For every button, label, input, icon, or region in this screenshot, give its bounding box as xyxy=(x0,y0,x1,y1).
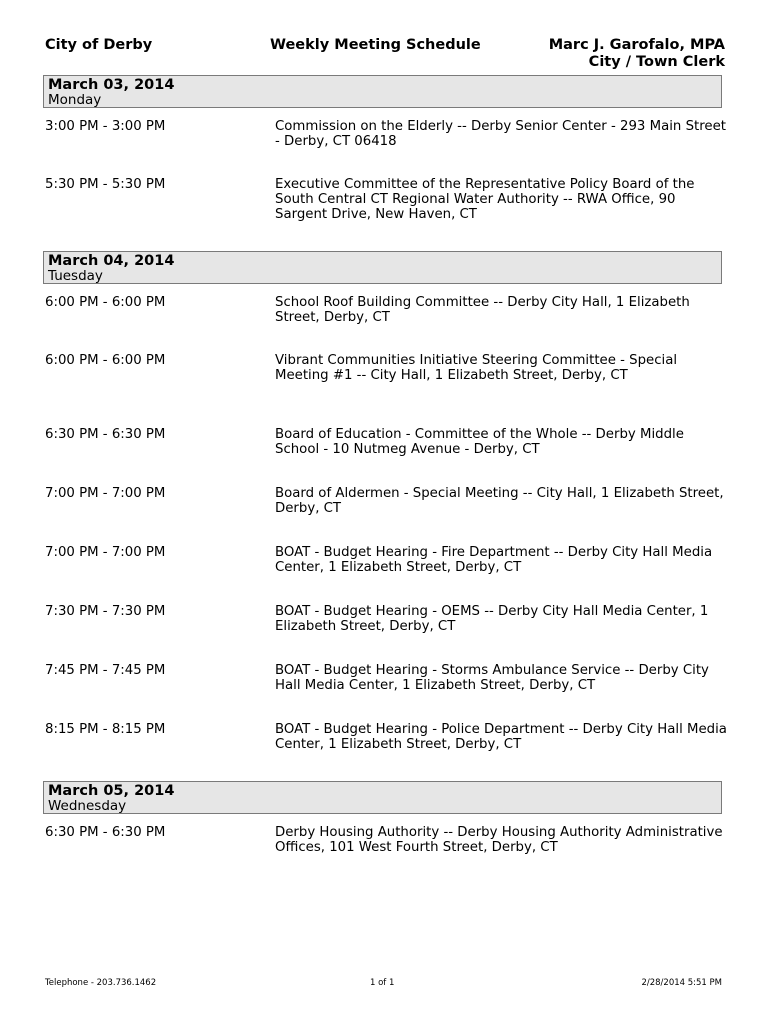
footer-print-timestamp: 2/28/2014 5:51 PM xyxy=(641,978,722,988)
day-weekday: Wednesday xyxy=(48,798,127,814)
meeting-time: 7:00 PM - 7:00 PM xyxy=(45,545,166,560)
page-header xyxy=(45,37,725,73)
meeting-description: BOAT - Budget Hearing - OEMS -- Derby City Hall Media Center, 1 Elizabeth Street, Derby, CT xyxy=(275,604,709,634)
day-weekday: Monday xyxy=(48,92,102,108)
meeting-description: Board of Education - Committee of the Whole -- Derby Middle School - 10 Nutmeg Avenue - Derby, CT xyxy=(275,427,684,457)
day-header-monday xyxy=(43,75,722,108)
clerk-block xyxy=(549,37,725,71)
document-title: Weekly Meeting Schedule xyxy=(270,37,481,53)
meeting-description: BOAT - Budget Hearing - Fire Department -- Derby City Hall Media Center, 1 Elizabeth Street, Derby, CT xyxy=(275,545,713,575)
meeting-time: 7:30 PM - 7:30 PM xyxy=(45,604,166,619)
day-date: March 04, 2014 xyxy=(48,253,175,269)
clerk-title: City / Town Clerk xyxy=(588,54,725,70)
meeting-description: Vibrant Communities Initiative Steering Committee - Special Meeting #1 -- City Hall, 1 Elizabeth Street, Derby, CT xyxy=(275,353,678,383)
day-header-wednesday xyxy=(43,781,722,814)
footer-page-number: 1 of 1 xyxy=(370,978,395,988)
meeting-time: 6:30 PM - 6:30 PM xyxy=(45,825,166,840)
clerk-name: Marc J. Garofalo, MPA xyxy=(548,37,725,53)
meeting-time: 6:00 PM - 6:00 PM xyxy=(45,295,166,310)
meeting-time: 6:30 PM - 6:30 PM xyxy=(45,427,166,442)
meeting-description: BOAT - Budget Hearing - Storms Ambulance Service -- Derby City Hall Media Center, 1 Elizabeth Street, Derby, CT xyxy=(275,663,709,693)
day-date: March 05, 2014 xyxy=(48,783,175,799)
meeting-description: School Roof Building Committee -- Derby City Hall, 1 Elizabeth Street, Derby, CT xyxy=(275,295,690,325)
meeting-time: 5:30 PM - 5:30 PM xyxy=(45,177,166,192)
meeting-time: 3:00 PM - 3:00 PM xyxy=(45,119,166,134)
footer-telephone: Telephone - 203.736.1462 xyxy=(45,978,157,988)
meeting-description: BOAT - Budget Hearing - Police Department -- Derby City Hall Media Center, 1 Elizabeth Street, Derby, CT xyxy=(275,722,727,752)
day-date: March 03, 2014 xyxy=(48,77,175,93)
meeting-description: Derby Housing Authority -- Derby Housing Authority Administrative Offices, 101 West Fourth Street, Derby, CT xyxy=(275,825,723,855)
meeting-description: Commission on the Elderly -- Derby Senior Center - 293 Main Street - Derby, CT 06418 xyxy=(275,119,726,149)
meeting-time: 8:15 PM - 8:15 PM xyxy=(45,722,166,737)
day-weekday: Tuesday xyxy=(48,268,103,284)
meeting-description: Board of Aldermen - Special Meeting -- City Hall, 1 Elizabeth Street, Derby, CT xyxy=(275,486,724,516)
meeting-time: 7:45 PM - 7:45 PM xyxy=(45,663,166,678)
day-header-tuesday xyxy=(43,251,722,284)
organization-name: City of Derby xyxy=(45,37,153,53)
meeting-time: 6:00 PM - 6:00 PM xyxy=(45,353,166,368)
meeting-time: 7:00 PM - 7:00 PM xyxy=(45,486,166,501)
meeting-description: Executive Committee of the Representative Policy Board of the South Central CT Regional Water Authority -- RWA Office, 90 Sargent Drive, New Haven, CT xyxy=(275,177,695,222)
